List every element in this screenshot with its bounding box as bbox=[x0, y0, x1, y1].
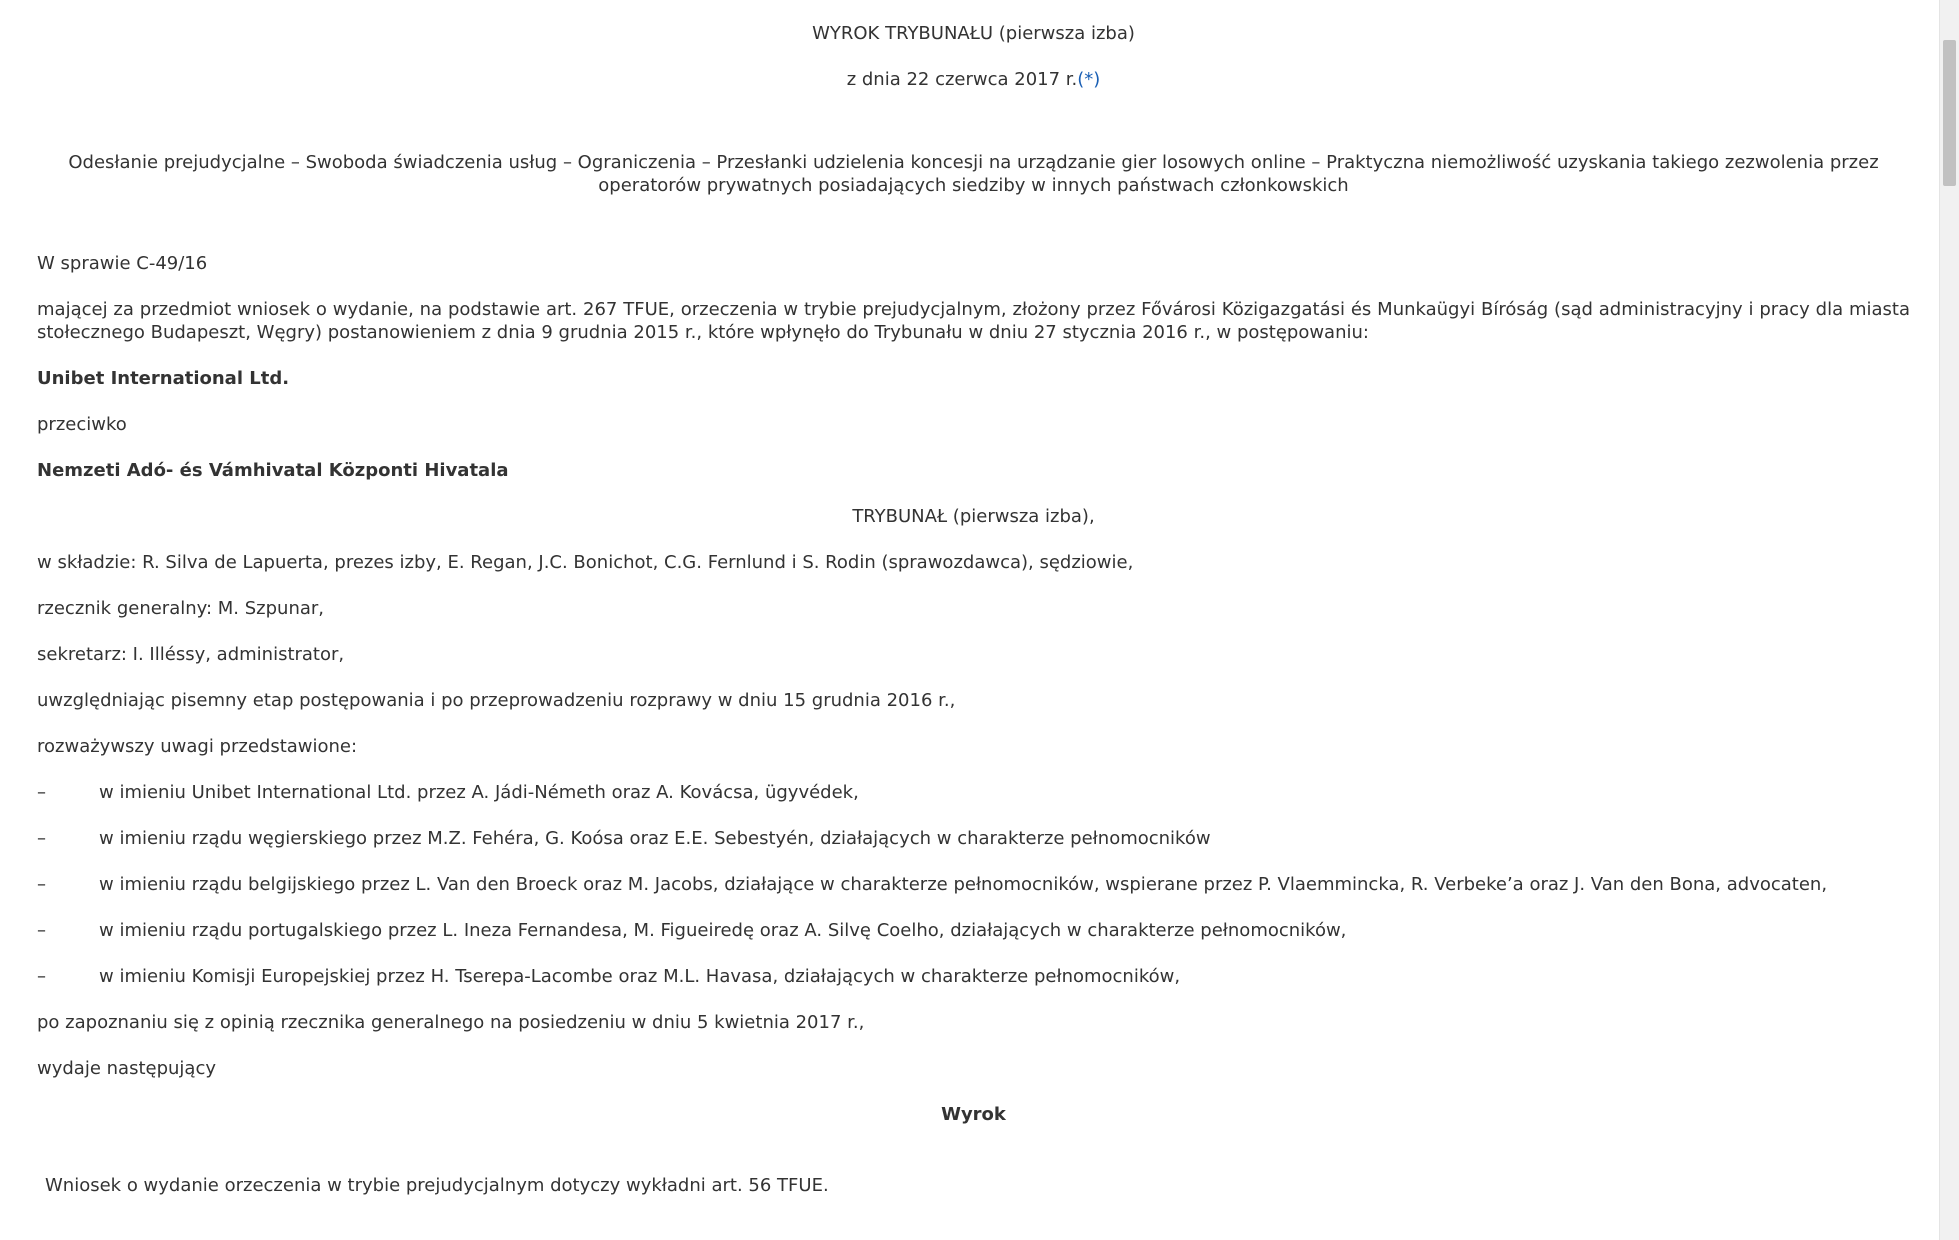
procedure-text: uwzględniając pisemny etap postępowania i po przeprowadzeniu rozprawy w dniu 15 grudnia 2016 r., bbox=[37, 690, 956, 711]
versus-text: przeciwko bbox=[37, 414, 127, 435]
observation-text: w imieniu rządu belgijskiego przez L. Van den Broeck oraz M. Jacobs, działające w charakterze pełnomocników, wspierane przez P. Vlaemmincka, R. Verbeke’a oraz J. Van den Bona, advocaten, bbox=[99, 874, 1828, 895]
bullet-dash: – bbox=[37, 782, 46, 803]
bullet-dash: – bbox=[37, 828, 46, 849]
judgment-heading: Wyrok bbox=[941, 1104, 1006, 1125]
delivers-text: wydaje następujący bbox=[37, 1058, 216, 1079]
case-subject: mającej za przedmiot wniosek o wydanie, na podstawie art. 267 TFUE, orzeczenia w trybie prejudycjalnym, złożony przez Fővárosi Közigazgatási és Munkaügyi Bíróság (sąd administracyjny i pracy dla miasta stołecznego Budapeszt, Węgry) postanowieniem z dnia 9 grudnia 2015 r., które wpłynęło do Trybunału w dniu 27 stycznia 2016 r., w postępowaniu: bbox=[37, 299, 1910, 343]
list-item bbox=[37, 965, 1910, 988]
bullet-dash: – bbox=[37, 966, 46, 987]
bullet-dash: – bbox=[37, 920, 46, 941]
observation-text: w imieniu Unibet International Ltd. przez A. Jádi-Németh oraz A. Kovácsa, ügyvédek, bbox=[99, 782, 859, 803]
keywords-summary: Odesłanie prejudycjalne – Swoboda świadczenia usług – Ograniczenia – Przesłanki udzielenia koncesji na urządzanie gier losowych online – Praktyczna niemożliwość uzyskania takiego zezwolenia przez operatorów prywatnych posiadających siedziby w innych państwach członkowskich bbox=[68, 152, 1879, 196]
observations-list bbox=[37, 781, 1910, 988]
party-applicant: Unibet International Ltd. bbox=[37, 368, 290, 389]
observations-intro: rozważywszy uwagi przedstawione: bbox=[37, 736, 358, 757]
list-item bbox=[37, 781, 1910, 804]
scrollbar-thumb[interactable] bbox=[1943, 40, 1956, 186]
judgment-title: WYROK TRYBUNAŁU (pierwsza izba) bbox=[812, 23, 1135, 44]
observation-text: w imieniu rządu węgierskiego przez M.Z. Fehéra, G. Koósa oraz E.E. Sebestyén, działających w charakterze pełnomocników bbox=[99, 828, 1211, 849]
bullet-dash: – bbox=[37, 874, 46, 895]
party-defendant: Nemzeti Adó- és Vámhivatal Központi Hivatala bbox=[37, 460, 509, 481]
opinion-text: po zapoznaniu się z opinią rzecznika generalnego na posiedzeniu w dniu 5 kwietnia 2017 r., bbox=[37, 1012, 865, 1033]
first-paragraph: Wniosek o wydanie orzeczenia w trybie prejudycjalnym dotyczy wykładni art. 56 TFUE. bbox=[45, 1175, 829, 1196]
court-composition: w składzie: R. Silva de Lapuerta, prezes izby, E. Regan, J.C. Bonichot, C.G. Fernlund i S. Rodin (sprawozdawca), sędziowie, bbox=[37, 552, 1134, 573]
registrar: sekretarz: I. Illéssy, administrator, bbox=[37, 644, 345, 665]
case-number: W sprawie C‑49/16 bbox=[37, 253, 208, 274]
footnote-link[interactable]: (*) bbox=[1077, 69, 1101, 90]
judgment-document bbox=[37, 22, 1910, 1197]
observation-text: w imieniu rządu portugalskiego przez L. Ineza Fernandesa, M. Figueiredę oraz A. Silvę Coelho, działających w charakterze pełnomocników, bbox=[99, 920, 1347, 941]
advocate-general: rzecznik generalny: M. Szpunar, bbox=[37, 598, 325, 619]
observation-text: w imieniu Komisji Europejskiej przez H. Tserepa-Lacombe oraz M.L. Havasa, działających w charakterze pełnomocników, bbox=[99, 966, 1181, 987]
list-item bbox=[37, 873, 1910, 896]
court-name: TRYBUNAŁ (pierwsza izba), bbox=[852, 506, 1095, 527]
list-item bbox=[37, 827, 1910, 850]
list-item bbox=[37, 919, 1910, 942]
vertical-scrollbar[interactable] bbox=[1939, 0, 1959, 1240]
judgment-date bbox=[37, 68, 1910, 91]
date-text: z dnia 22 czerwca 2017 r. bbox=[846, 69, 1078, 90]
